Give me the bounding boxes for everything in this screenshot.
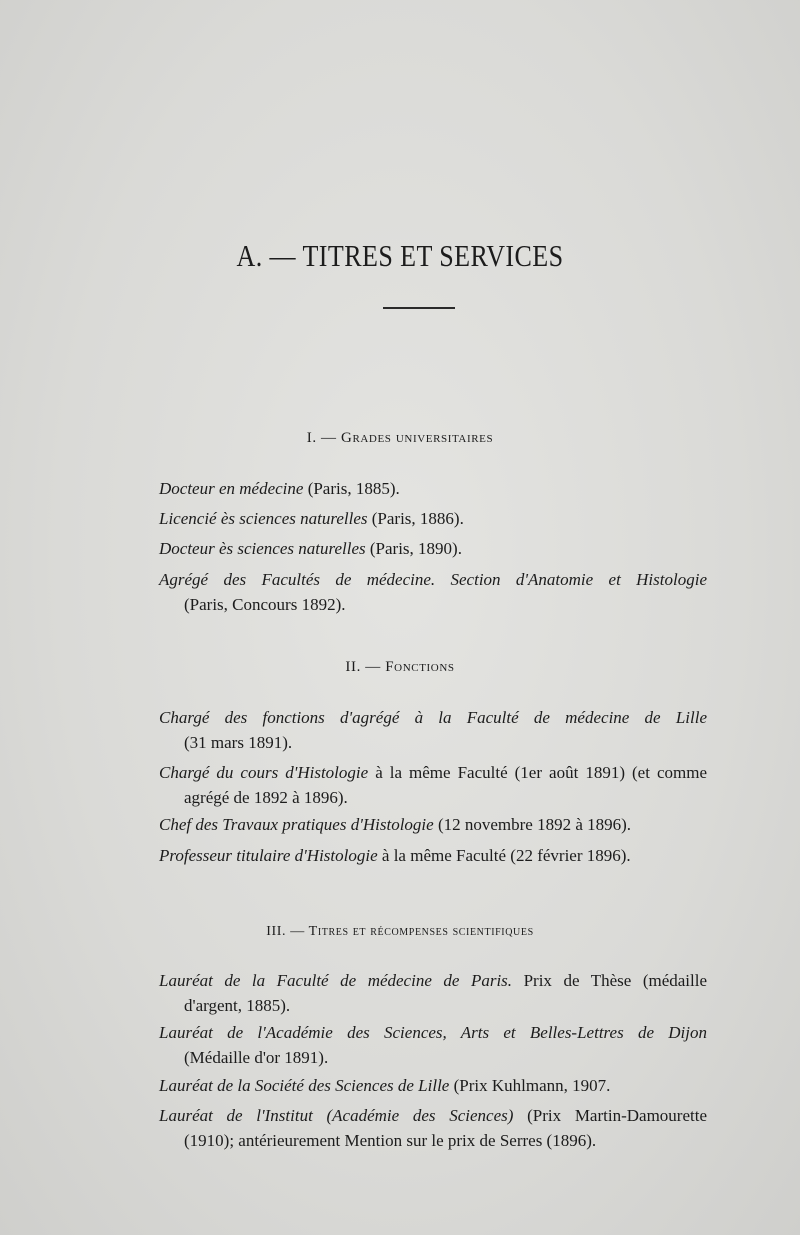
entry-text: (12 novembre 1892 à 1896). — [433, 815, 632, 834]
entry-continuation: (Paris, Concours 1892). — [184, 595, 346, 614]
entry — [159, 843, 707, 868]
entry-continuation: agrégé de 1892 à 1896). — [184, 788, 348, 807]
entry-text: Prix de Thèse (médaille — [512, 971, 708, 990]
entry-text: à la même Faculté (1er août 1891) (et comme — [368, 763, 707, 782]
entry-text: (Paris, 1886). — [367, 509, 464, 528]
section-heading-grades: I. — Grades universitaires — [306, 430, 494, 446]
title-rule — [383, 307, 455, 309]
entry-text: (Prix Kuhlmann, 1907. — [449, 1076, 611, 1095]
entry — [159, 760, 707, 810]
entry-title: Professeur titulaire d'Histologie — [159, 846, 378, 865]
entry-continuation: (31 mars 1891). — [184, 733, 293, 752]
entry — [159, 1073, 707, 1098]
entry — [159, 1020, 707, 1070]
entry-title: Lauréat de l'Académie des Sciences, Arts et Belles-Lettres de Dijon — [159, 1023, 707, 1042]
entry — [159, 506, 707, 531]
entry — [159, 536, 707, 561]
entry-title: Lauréat de la Faculté de médecine de Paris. — [159, 971, 513, 990]
entry-title: Docteur en médecine — [159, 479, 304, 498]
entry — [159, 705, 707, 755]
section-heading-fonctions: II. — Fonctions — [345, 659, 455, 675]
entry-title: Chef des Travaux pratiques d'Histologie — [159, 815, 434, 834]
entry-title: Chargé du cours d'Histologie — [159, 763, 369, 782]
entry-continuation: (Médaille d'or 1891). — [184, 1048, 329, 1067]
entry-title: Agrégé des Facultés de médecine. Section d'Anatomie et Histologie — [159, 570, 707, 589]
entry-title: Lauréat de la Société des Sciences de Lille — [159, 1076, 450, 1095]
entry-title: Docteur ès sciences naturelles — [159, 539, 366, 558]
entry-text: (Paris, 1890). — [365, 539, 462, 558]
section-heading-titres: III. — Titres et récompenses scientifiques — [266, 924, 534, 939]
entry-continuation: (1910); antérieurement Mention sur le prix de Serres (1896). — [184, 1131, 597, 1150]
entry — [159, 812, 707, 837]
entry — [159, 476, 707, 501]
entry — [159, 1103, 707, 1153]
entry-text: à la même Faculté (22 février 1896). — [377, 846, 631, 865]
entry-text: (Paris, 1885). — [303, 479, 400, 498]
entry — [159, 968, 707, 1018]
entry-text: (Prix Martin-Damourette — [513, 1106, 707, 1125]
entry-title: Licencié ès sciences naturelles — [159, 509, 368, 528]
entry-continuation: d'argent, 1885). — [184, 996, 291, 1015]
entry — [159, 567, 707, 617]
entry-title: Lauréat de l'Institut (Académie des Sciences) — [159, 1106, 514, 1125]
page-title: A. — TITRES ET SERVICES — [236, 238, 564, 273]
entry-title: Chargé des fonctions d'agrégé à la Faculté de médecine de Lille — [159, 708, 707, 727]
